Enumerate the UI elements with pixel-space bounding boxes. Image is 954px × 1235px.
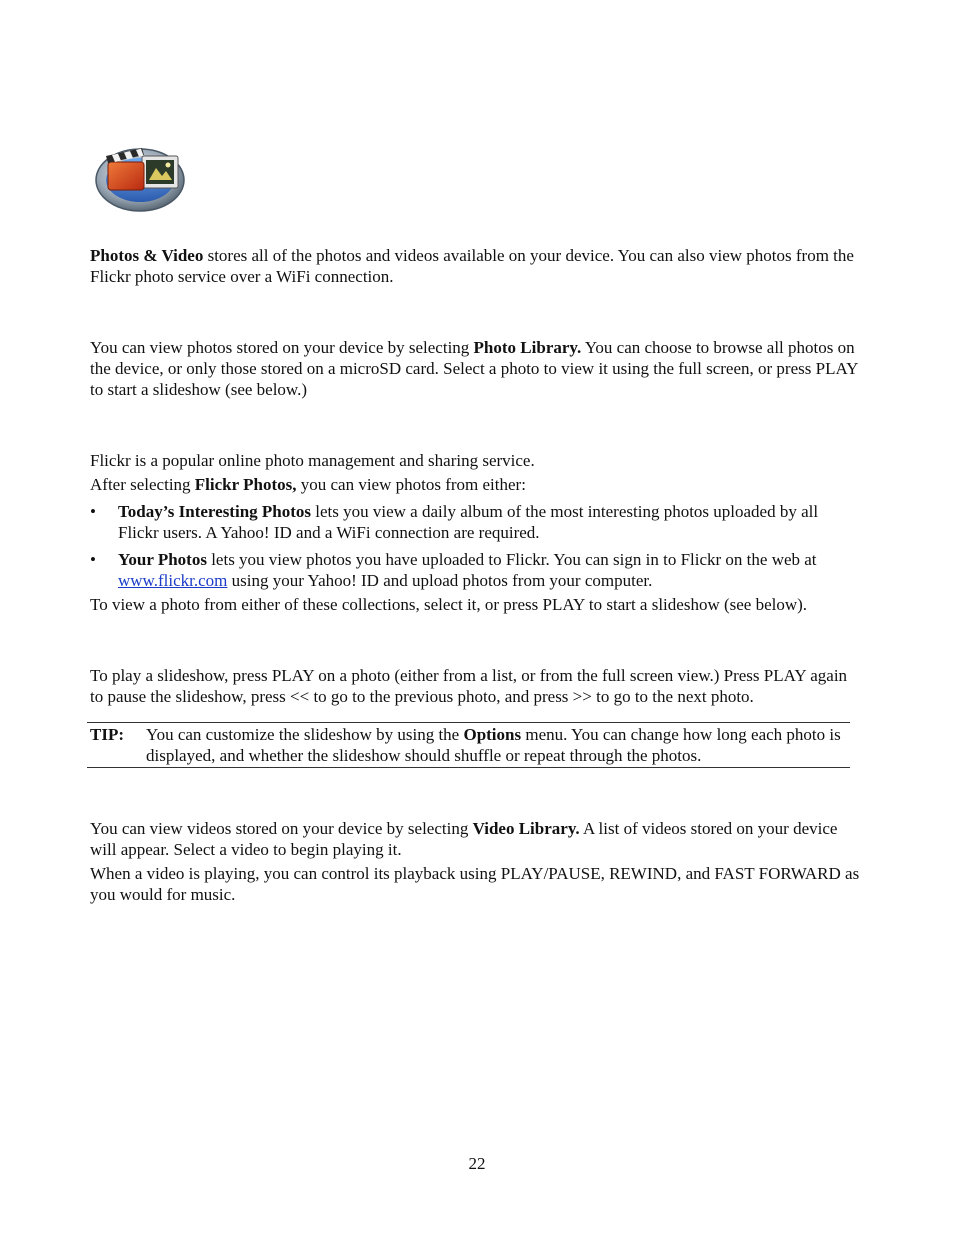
flickr-closing <box>90 594 860 615</box>
photos-video-icon <box>94 136 186 214</box>
flickr-intro <box>90 450 860 495</box>
bullet-text-after: using your Yahoo! ID and upload photos from your computer. <box>227 571 653 590</box>
flickr-line2 <box>90 474 860 495</box>
slideshow-paragraph <box>90 665 860 707</box>
intro-text: stores all of the photos and videos available on your device. You can also view photos from the Flickr photo service over a WiFi connection. <box>90 246 854 286</box>
bullet-term: Your Photos <box>118 550 207 569</box>
video-library-paragraph <box>90 818 860 905</box>
bullet-glyph: • <box>90 502 96 521</box>
flickr-line1: Flickr is a popular online photo management and sharing service. <box>90 451 535 470</box>
flickr-line2-term: Flickr Photos, <box>194 475 297 494</box>
photo-library-paragraph <box>90 337 860 400</box>
video-playback-text: When a video is playing, you can control its playback using PLAY/PAUSE, REWIND, and FAST FORWARD as you would for music. <box>90 864 860 904</box>
tip-text <box>146 724 850 766</box>
video-text-before: You can view videos stored on your device by selecting <box>90 819 473 838</box>
tip-text-before: You can customize the slideshow by using the <box>146 725 464 744</box>
photos-video-app-icon <box>94 136 186 214</box>
list-item-your-photos <box>90 549 860 591</box>
flickr-line2-before: After selecting <box>90 475 195 494</box>
intro-term: Photos & Video <box>90 246 204 265</box>
flickr-options-list <box>90 501 860 591</box>
tip-text-after: menu. You can change how long each photo is displayed, and whether the slideshow should shuffle or repeat through the photos. <box>146 725 841 765</box>
bullet-term: Today’s Interesting Photos <box>118 502 312 521</box>
bullet-text: lets you view a daily album of the most interesting photos uploaded by all Flickr users. A Yahoo! ID and a WiFi connection are required. <box>118 502 819 542</box>
tip-box <box>87 722 850 768</box>
slideshow-text: To play a slideshow, press PLAY on a photo (either from a list, or from the full screen view.) Press PLAY again to pause the slideshow, press << to go to the previous photo, and press >> to go to the next photo. <box>90 666 848 706</box>
page-number: 22 <box>468 1154 486 1173</box>
list-item-todays-interesting <box>90 501 860 543</box>
tip-label: TIP: <box>90 725 124 744</box>
photo-library-text-before: You can view photos stored on your device by selecting <box>90 338 474 357</box>
flickr-closing-text: To view a photo from either of these collections, select it, or press PLAY to start a slideshow (see below). <box>90 595 808 614</box>
video-text-after: A list of videos stored on your device will appear. Select a video to begin playing it. <box>90 819 838 859</box>
intro-paragraph <box>90 245 860 287</box>
video-term: Video Library. <box>472 819 580 838</box>
tip-term: Options <box>463 725 522 744</box>
flickr-link[interactable]: www.flickr.com <box>118 571 228 590</box>
photo-library-term: Photo Library. <box>473 338 582 357</box>
bullet-glyph: • <box>90 550 96 569</box>
bullet-text-before: lets you view photos you have uploaded to Flickr. You can sign in to Flickr on the web at <box>206 550 817 569</box>
flickr-line2-after: you can view photos from either: <box>296 475 526 494</box>
photo-library-text-after: You can choose to browse all photos on the device, or only those stored on a microSD card. Select a photo to view it using the full screen, or press PLAY to start a slideshow (see below.) <box>90 338 858 399</box>
